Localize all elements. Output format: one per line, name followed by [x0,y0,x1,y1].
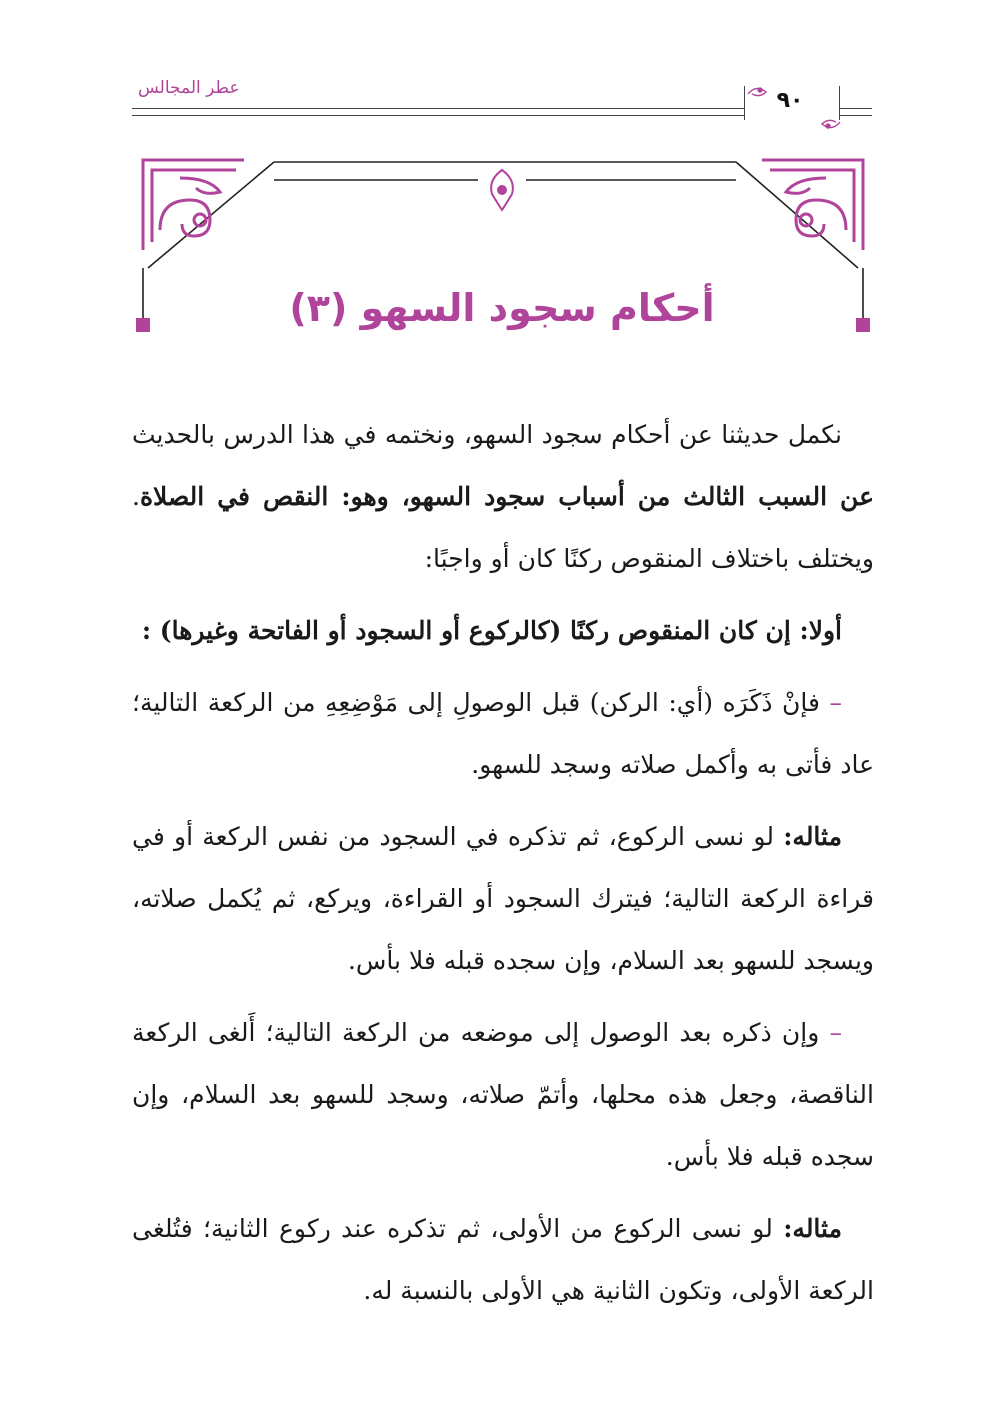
paragraph-example-2: مثاله: لو نسى الركوع من الأولى، ثم تذكره عند ركوع الثانية؛ فتُلغى الركعة الأولى، وتكون الثانية هي الأولى بالنسبة له. [132,1214,874,1305]
paragraph-intro: نكمل حديثنا عن أحكام سجود السهو، ونختمه في هذا الدرس بالحديث عن السبب الثالث من أسباب سجود السهو، وهو: النقص في الصلاة. ويختلف باختلاف المنقوص ركنًا كان أو واجبًا: [132,420,874,573]
chapter-title: أحكام سجود السهو (٣) [289,286,715,330]
body-text [132,404,874,1332]
center-fleuron-icon [491,170,513,210]
right-corner-icon [762,160,863,250]
left-square-marker [136,318,150,332]
right-square-marker [856,318,870,332]
header-rule [132,108,744,116]
paragraph-before-reaching: – فإنْ ذَكَرَه (أي: الركن) قبل الوصولِ إلى مَوْضِعِهِ من الركعة التالية؛ عاد فأتى به وأكمل صلاته وسجد للسهو. [132,688,874,779]
running-title: عطر المجالس [138,78,240,98]
left-corner-icon [143,160,244,250]
paragraph-example-1: مثاله: لو نسى الركوع، ثم تذكره في السجود من نفس الركعة أو في قراءة الركعة التالية؛ فيترك السجود أو القراءة، ويركع، ثم يُكمل صلاته، ويسجد للسهو بعد السلام، وإن سجده قبله فلا بأس. [132,822,874,975]
paragraph-first-case: أولا: إن كان المنقوص ركنًا (كالركوع أو السجود أو الفاتحة وغيرها) : [141,616,842,645]
page-number: ٩٠ [776,88,804,113]
paragraph-after-reaching: – وإن ذكره بعد الوصول إلى موضعه من الركعة التالية؛ أَلغى الركعة الناقصة، وجعل هذه محلها، وأتمّ صلاته، وسجد للسهو بعد السلام، وإن سجده قبله فلا بأس. [132,1018,874,1171]
